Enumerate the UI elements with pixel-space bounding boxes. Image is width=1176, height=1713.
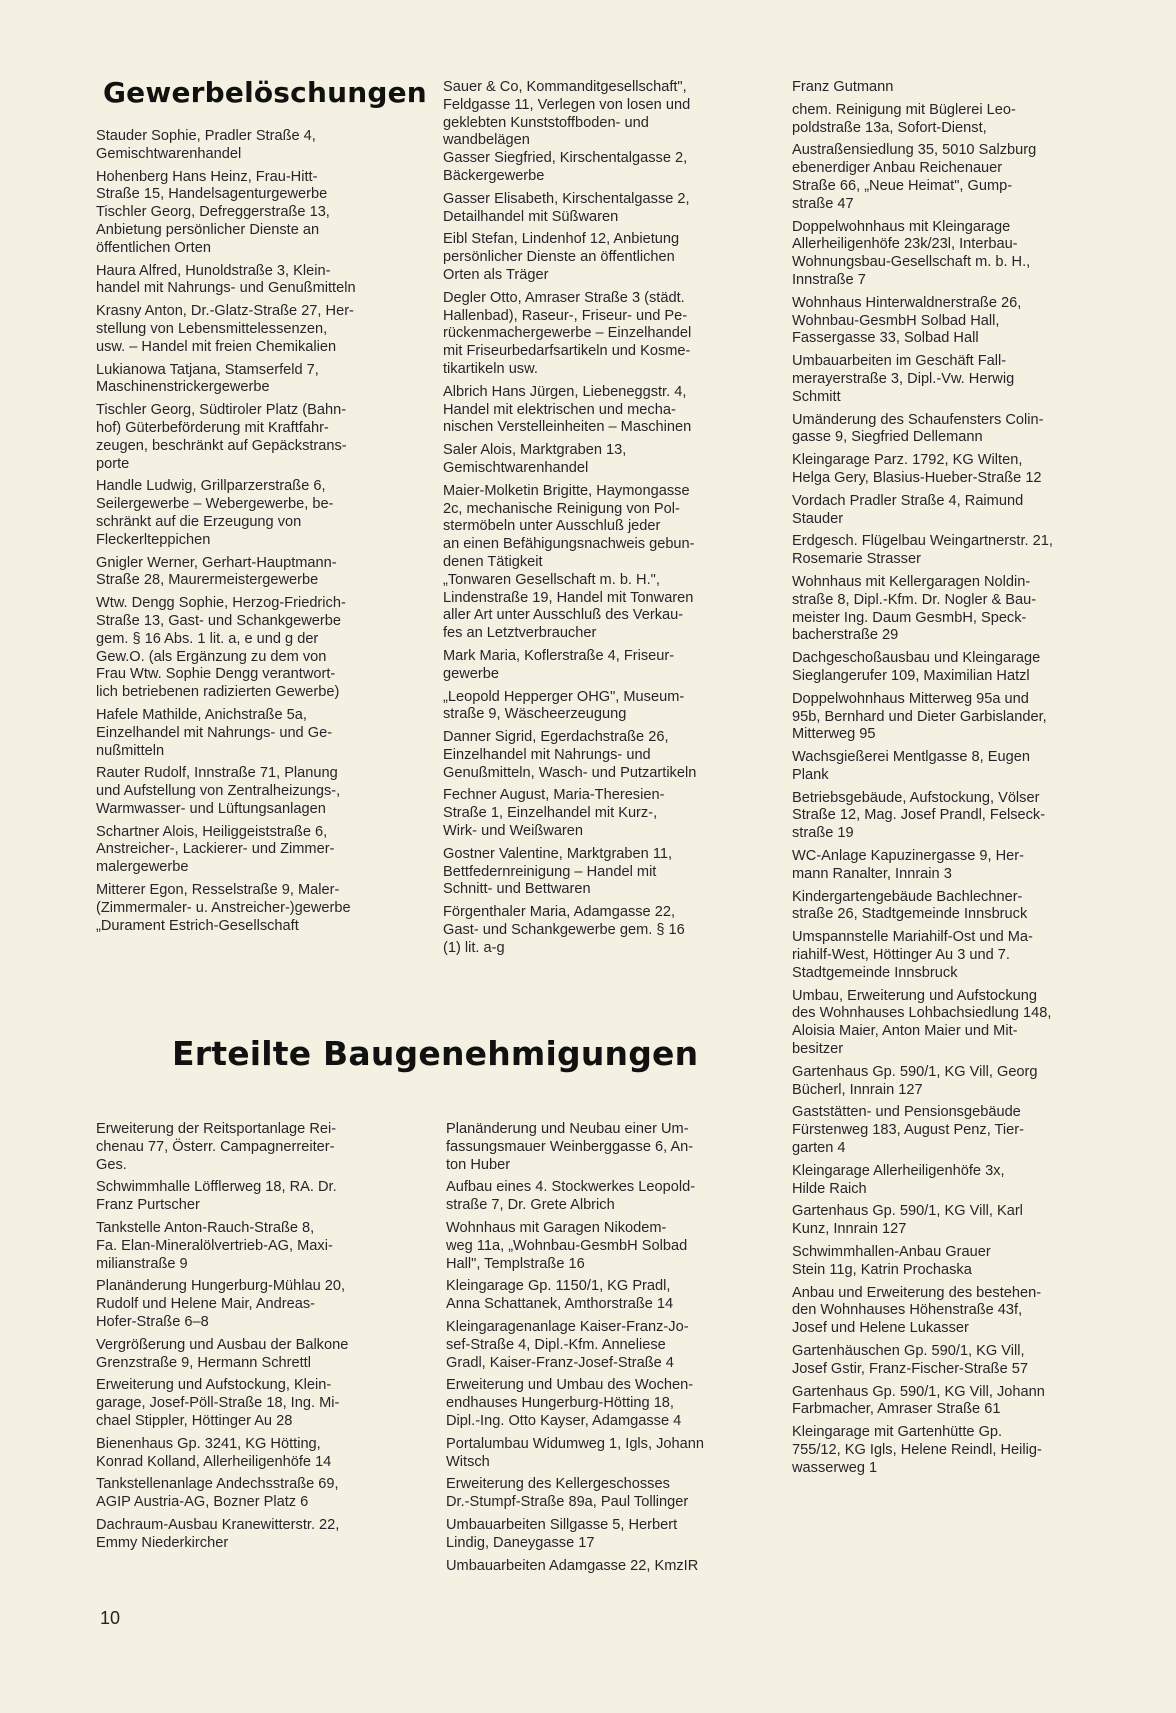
- list-item: Schwimmhallen-Anbau Grauer Stein 11g, Katrin Prochaska: [792, 1244, 991, 1278]
- list-item: Mitterer Egon, Resselstraße 9, Maler- (Zimmermaler- u. Anstreicher-)gewerbe „Durament Estrich-Gesellschaft: [96, 882, 351, 934]
- list-item: Aufbau eines 4. Stockwerkes Leopold- straße 7, Dr. Grete Albrich: [446, 1179, 696, 1214]
- list-item: Bienenhaus Gp. 3241, KG Hötting, Konrad Kolland, Allerheiligenhöfe 14: [96, 1435, 332, 1470]
- list-item: Umbauarbeiten im Geschäft Fall- merayerstraße 3, Dipl.-Vw. Herwig Schmitt: [792, 353, 1015, 405]
- list-item: Gnigler Werner, Gerhart-Hauptmann- Straße 28, Maurermeistergewerbe: [96, 554, 337, 589]
- list-item: Albrich Hans Jürgen, Liebeneggstr. 4, Handel mit elektrischen und mecha- nischen Verstelleinheiten – Maschinen: [443, 383, 692, 436]
- list-item: Kindergartengebäude Bachlechner- straße 26, Stadtgemeinde Innsbruck: [792, 888, 1028, 923]
- list-item: Doppelwohnhaus Mitterweg 95a und 95b, Bernhard und Dieter Garbislander, Mitterweg 95: [792, 690, 1047, 743]
- list-item: Schwimmhalle Löfflerweg 18, RA. Dr. Franz Purtscher: [96, 1179, 337, 1214]
- list-item: Wtw. Dengg Sophie, Herzog-Friedrich- Straße 13, Gast- und Schankgewerbe gem. § 16 Abs. 1 lit. a, e und g der Gew.O. (als Ergänzung zu dem von Frau Wtw. Sophie Dengg verantwort- lich betriebenen radizierten Gewerbe): [96, 595, 346, 701]
- list-item: Schartner Alois, Heiliggeiststraße 6, Anstreicher-, Lackierer- und Zimmer- malergewerbe: [96, 823, 335, 876]
- list-item: Wohnhaus Hinterwaldnerstraße 26, Wohnbau-GesmbH Solbad Hall, Fassergasse 33, Solbad Hall: [792, 294, 1022, 347]
- list-item: Umänderung des Schaufensters Colin- gasse 9, Siegfried Dellemann: [792, 411, 1044, 446]
- list-item: WC-Anlage Kapuzinergasse 9, Her- mann Ranalter, Innrain 3: [792, 848, 1024, 882]
- list-item: Austraßensiedlung 35, 5010 Salzburg ebenerdiger Anbau Reichenauer Straße 66, „Neue Heimat", Gump- straße 47: [792, 142, 1037, 212]
- list-item: Umbauarbeiten Sillgasse 5, Herbert Lindig, Daneygasse 17: [446, 1516, 678, 1551]
- list-item: Umbauarbeiten Adamgasse 22, KmzIR: [446, 1557, 699, 1574]
- list-item: Saler Alois, Marktgraben 13, Gemischtwarenhandel: [443, 442, 627, 476]
- list-item: Kleingaragenanlage Kaiser-Franz-Jo- sef-Straße 4, Dipl.-Kfm. Anneliese Gradl, Kaiser-Franz-Josef-Straße 4: [446, 1318, 689, 1371]
- list-item: Hohenberg Hans Heinz, Frau-Hitt- Straße 15, Handelsagenturgewerbe Tischler Georg, Defreggerstraße 13, Anbietung persönlicher Dienste an öffentlichen Orten: [96, 168, 330, 256]
- list-item: Vergrößerung und Ausbau der Balkone Grenzstraße 9, Hermann Schrettl: [96, 1336, 349, 1371]
- list-item: Hafele Mathilde, Anichstraße 5a, Einzelhandel mit Nahrungs- und Ge- nußmitteln: [96, 706, 333, 759]
- list-item: Planänderung Hungerburg-Mühlau 20, Rudolf und Helene Mair, Andreas- Hofer-Straße 6–8: [96, 1278, 346, 1330]
- list-item: Erweiterung der Reitsportanlage Rei- chenau 77, Österr. Campagnerreiter- Ges.: [96, 1121, 337, 1173]
- list-item: Lukianowa Tatjana, Stamserfeld 7, Maschinenstrickergewerbe: [96, 361, 319, 396]
- list-item: Maier-Molketin Brigitte, Haymongasse 2c, mechanische Reinigung von Pol- stermöbeln unter Ausschluß jeder an einen Befähigungsnachweis gebun- denen Tätigkeit „Tonwaren Gesellschaft m. b. H.", Lindenstraße 19, Handel mit Tonwaren aller Art unter Ausschluß des Verkau- fes an Letztverbraucher: [443, 482, 695, 642]
- list-item: Vordach Pradler Straße 4, Raimund Stauder: [792, 492, 1024, 527]
- list-item: Wohnhaus mit Garagen Nikodem- weg 11a, „Wohnbau-GesmbH Solbad Hall", Templstraße 16: [446, 1219, 688, 1272]
- list-item: chem. Reinigung mit Büglerei Leo- poldstraße 13a, Sofort-Dienst,: [792, 101, 1016, 136]
- list-item: Eibl Stefan, Lindenhof 12, Anbietung persönlicher Dienste an öffentlichen Orten als Träger: [443, 231, 680, 283]
- list-item: Dachraum-Ausbau Kranewitterstr. 22, Emmy Niederkircher: [96, 1516, 340, 1551]
- list-item: „Leopold Hepperger OHG", Museum- straße 9, Wäscheerzeugung: [443, 688, 685, 723]
- list-item: Wohnhaus mit Kellergaragen Noldin- straße 8, Dipl.-Kfm. Dr. Nogler & Bau- meister Ing. Daum GesmbH, Speck- bacherstraße 29: [792, 573, 1037, 644]
- list-item: Erweiterung und Aufstockung, Klein- garage, Josef-Pöll-Straße 18, Ing. Mi- chael Stippler, Höttinger Au 28: [96, 1377, 340, 1429]
- list-item: Wachsgießerei Mentlgasse 8, Eugen Plank: [792, 749, 1030, 783]
- list-item: Gasser Elisabeth, Kirschentalgasse 2, Detailhandel mit Süßwaren: [443, 190, 690, 225]
- list-item: Mark Maria, Koflerstraße 4, Friseur- gewerbe: [443, 647, 675, 682]
- list-item: Anbau und Erweiterung des bestehen- den Wohnhauses Höhenstraße 43f, Josef und Helene Lukasser: [792, 1284, 1042, 1337]
- list-item: Kleingarage mit Gartenhütte Gp. 755/12, KG Igls, Helene Reindl, Heilig- wasserweg 1: [792, 1424, 1042, 1476]
- list-item: Franz Gutmann: [792, 79, 894, 95]
- list-item: Umbau, Erweiterung und Aufstockung des Wohnhauses Lohbachsiedlung 148, Aloisia Maier, Anton Maier und Mit- besitzer: [792, 987, 1052, 1058]
- bau-column-1: [96, 1121, 416, 1558]
- list-item: Erweiterung des Kellergeschosses Dr.-Stumpf-Straße 89a, Paul Tollinger: [446, 1476, 689, 1511]
- list-item: Gartenhaus Gp. 590/1, KG Vill, Johann Farbmacher, Amraser Straße 61: [792, 1383, 1045, 1418]
- list-item: Fechner August, Maria-Theresien- Straße 1, Einzelhandel mit Kurz-, Wirk- und Weißwaren: [443, 787, 665, 840]
- list-item: Kleingarage Gp. 1150/1, KG Pradl, Anna Schattanek, Amthorstraße 14: [446, 1278, 674, 1313]
- list-item: Betriebsgebäude, Aufstockung, Völser Straße 12, Mag. Josef Prandl, Felseck- straße 19: [792, 789, 1046, 842]
- section-title-baugenehmigungen: Erteilte Baugenehmigungen: [172, 1034, 699, 1073]
- list-item: Stauder Sophie, Pradler Straße 4, Gemischtwarenhandel: [96, 128, 316, 162]
- list-item: Krasny Anton, Dr.-Glatz-Straße 27, Her- stellung von Lebensmittelessenzen, usw. – Handel mit freien Chemikalien: [96, 303, 354, 355]
- bau-column-3: [792, 79, 1122, 1483]
- list-item: Portalumbau Widumweg 1, Igls, Johann Witsch: [446, 1435, 704, 1470]
- section-title-gewerbeloeschungen: Gewerbelöschungen: [103, 76, 427, 109]
- list-item: Rauter Rudolf, Innstraße 71, Planung und Aufstellung von Zentralheizungs-, Warmwasser- und Lüftungsanlagen: [96, 765, 341, 817]
- page-number: 10: [100, 1608, 121, 1628]
- list-item: Planänderung und Neubau einer Um- fassungsmauer Weinberggasse 6, An- ton Huber: [446, 1121, 694, 1173]
- list-item: Tankstellenanlage Andechsstraße 69, AGIP Austria-AG, Bozner Platz 6: [96, 1476, 339, 1511]
- list-item: Tankstelle Anton-Rauch-Straße 8, Fa. Elan-Mineralölvertrieb-AG, Maxi- milianstraße 9: [96, 1219, 333, 1272]
- list-item: Gostner Valentine, Marktgraben 11, Bettfedernreinigung – Handel mit Schnitt- und Bettwaren: [443, 845, 673, 898]
- gewerbe-column-2: [443, 79, 765, 963]
- list-item: Kleingarage Parz. 1792, KG Wilten, Helga Gery, Blasius-Hueber-Straße 12: [792, 452, 1042, 486]
- list-item: Kleingarage Allerheiligenhöfe 3x, Hilde Raich: [792, 1162, 1005, 1197]
- list-item: Gaststätten- und Pensionsgebäude Fürstenweg 183, August Penz, Tier- garten 4: [792, 1104, 1025, 1157]
- gewerbe-column-1: [96, 128, 416, 940]
- list-item: Erweiterung und Umbau des Wochen- endhauses Hungerburg-Hötting 18, Dipl.-Ing. Otto Kayser, Adamgasse 4: [446, 1377, 694, 1429]
- list-item: Förgenthaler Maria, Adamgasse 22, Gast- und Schankgewerbe gem. § 16 (1) lit. a-g: [443, 904, 685, 956]
- list-item: Tischler Georg, Südtiroler Platz (Bahn- hof) Güterbeförderung mit Kraftfahr- zeugen, beschränkt auf Gepäckstrans- porte: [96, 402, 347, 472]
- list-item: Umspannstelle Mariahilf-Ost und Ma- riahilf-West, Höttinger Au 3 und 7. Stadtgemeinde Innsbruck: [792, 929, 1033, 981]
- list-item: Haura Alfred, Hunoldstraße 3, Klein- handel mit Nahrungs- und Genußmitteln: [96, 262, 356, 297]
- list-item: Erdgesch. Flügelbau Weingartnerstr. 21, Rosemarie Strasser: [792, 533, 1053, 568]
- list-item: Danner Sigrid, Egerdachstraße 26, Einzelhandel mit Nahrungs- und Genußmitteln, Wasch- und Putzartikeln: [443, 729, 697, 781]
- bau-column-2: [446, 1121, 768, 1580]
- list-item: Doppelwohnhaus mit Kleingarage Allerheiligenhöfe 23k/23l, Interbau- Wohnungsbau-Gesellschaft m. b. H., Innstraße 7: [792, 218, 1031, 288]
- list-item: Handle Ludwig, Grillparzerstraße 6, Seilergewerbe – Webergewerbe, be- schränkt auf die Erzeugung von Fleckerlteppichen: [96, 478, 334, 548]
- list-item: Sauer & Co, Kommanditgesellschaft", Feldgasse 11, Verlegen von losen und geklebten Kunststoffboden- und wandbelägen Gasser Siegfried, Kirschentalgasse 2, Bäckergewerbe: [443, 79, 691, 184]
- list-item: Gartenhaus Gp. 590/1, KG Vill, Georg Bücherl, Innrain 127: [792, 1063, 1038, 1098]
- list-item: Degler Otto, Amraser Straße 3 (städt. Hallenbad), Raseur-, Friseur- und Pe- rückenmachergewerbe – Einzelhandel mit Friseurbedarfsartikeln und Kosme- tikartikeln usw.: [443, 289, 692, 377]
- list-item: Gartenhäuschen Gp. 590/1, KG Vill, Josef Gstir, Franz-Fischer-Straße 57: [792, 1343, 1028, 1377]
- list-item: Dachgeschoßausbau und Kleingarage Sieglangerufer 109, Maximilian Hatzl: [792, 650, 1041, 684]
- list-item: Gartenhaus Gp. 590/1, KG Vill, Karl Kunz, Innrain 127: [792, 1203, 1023, 1238]
